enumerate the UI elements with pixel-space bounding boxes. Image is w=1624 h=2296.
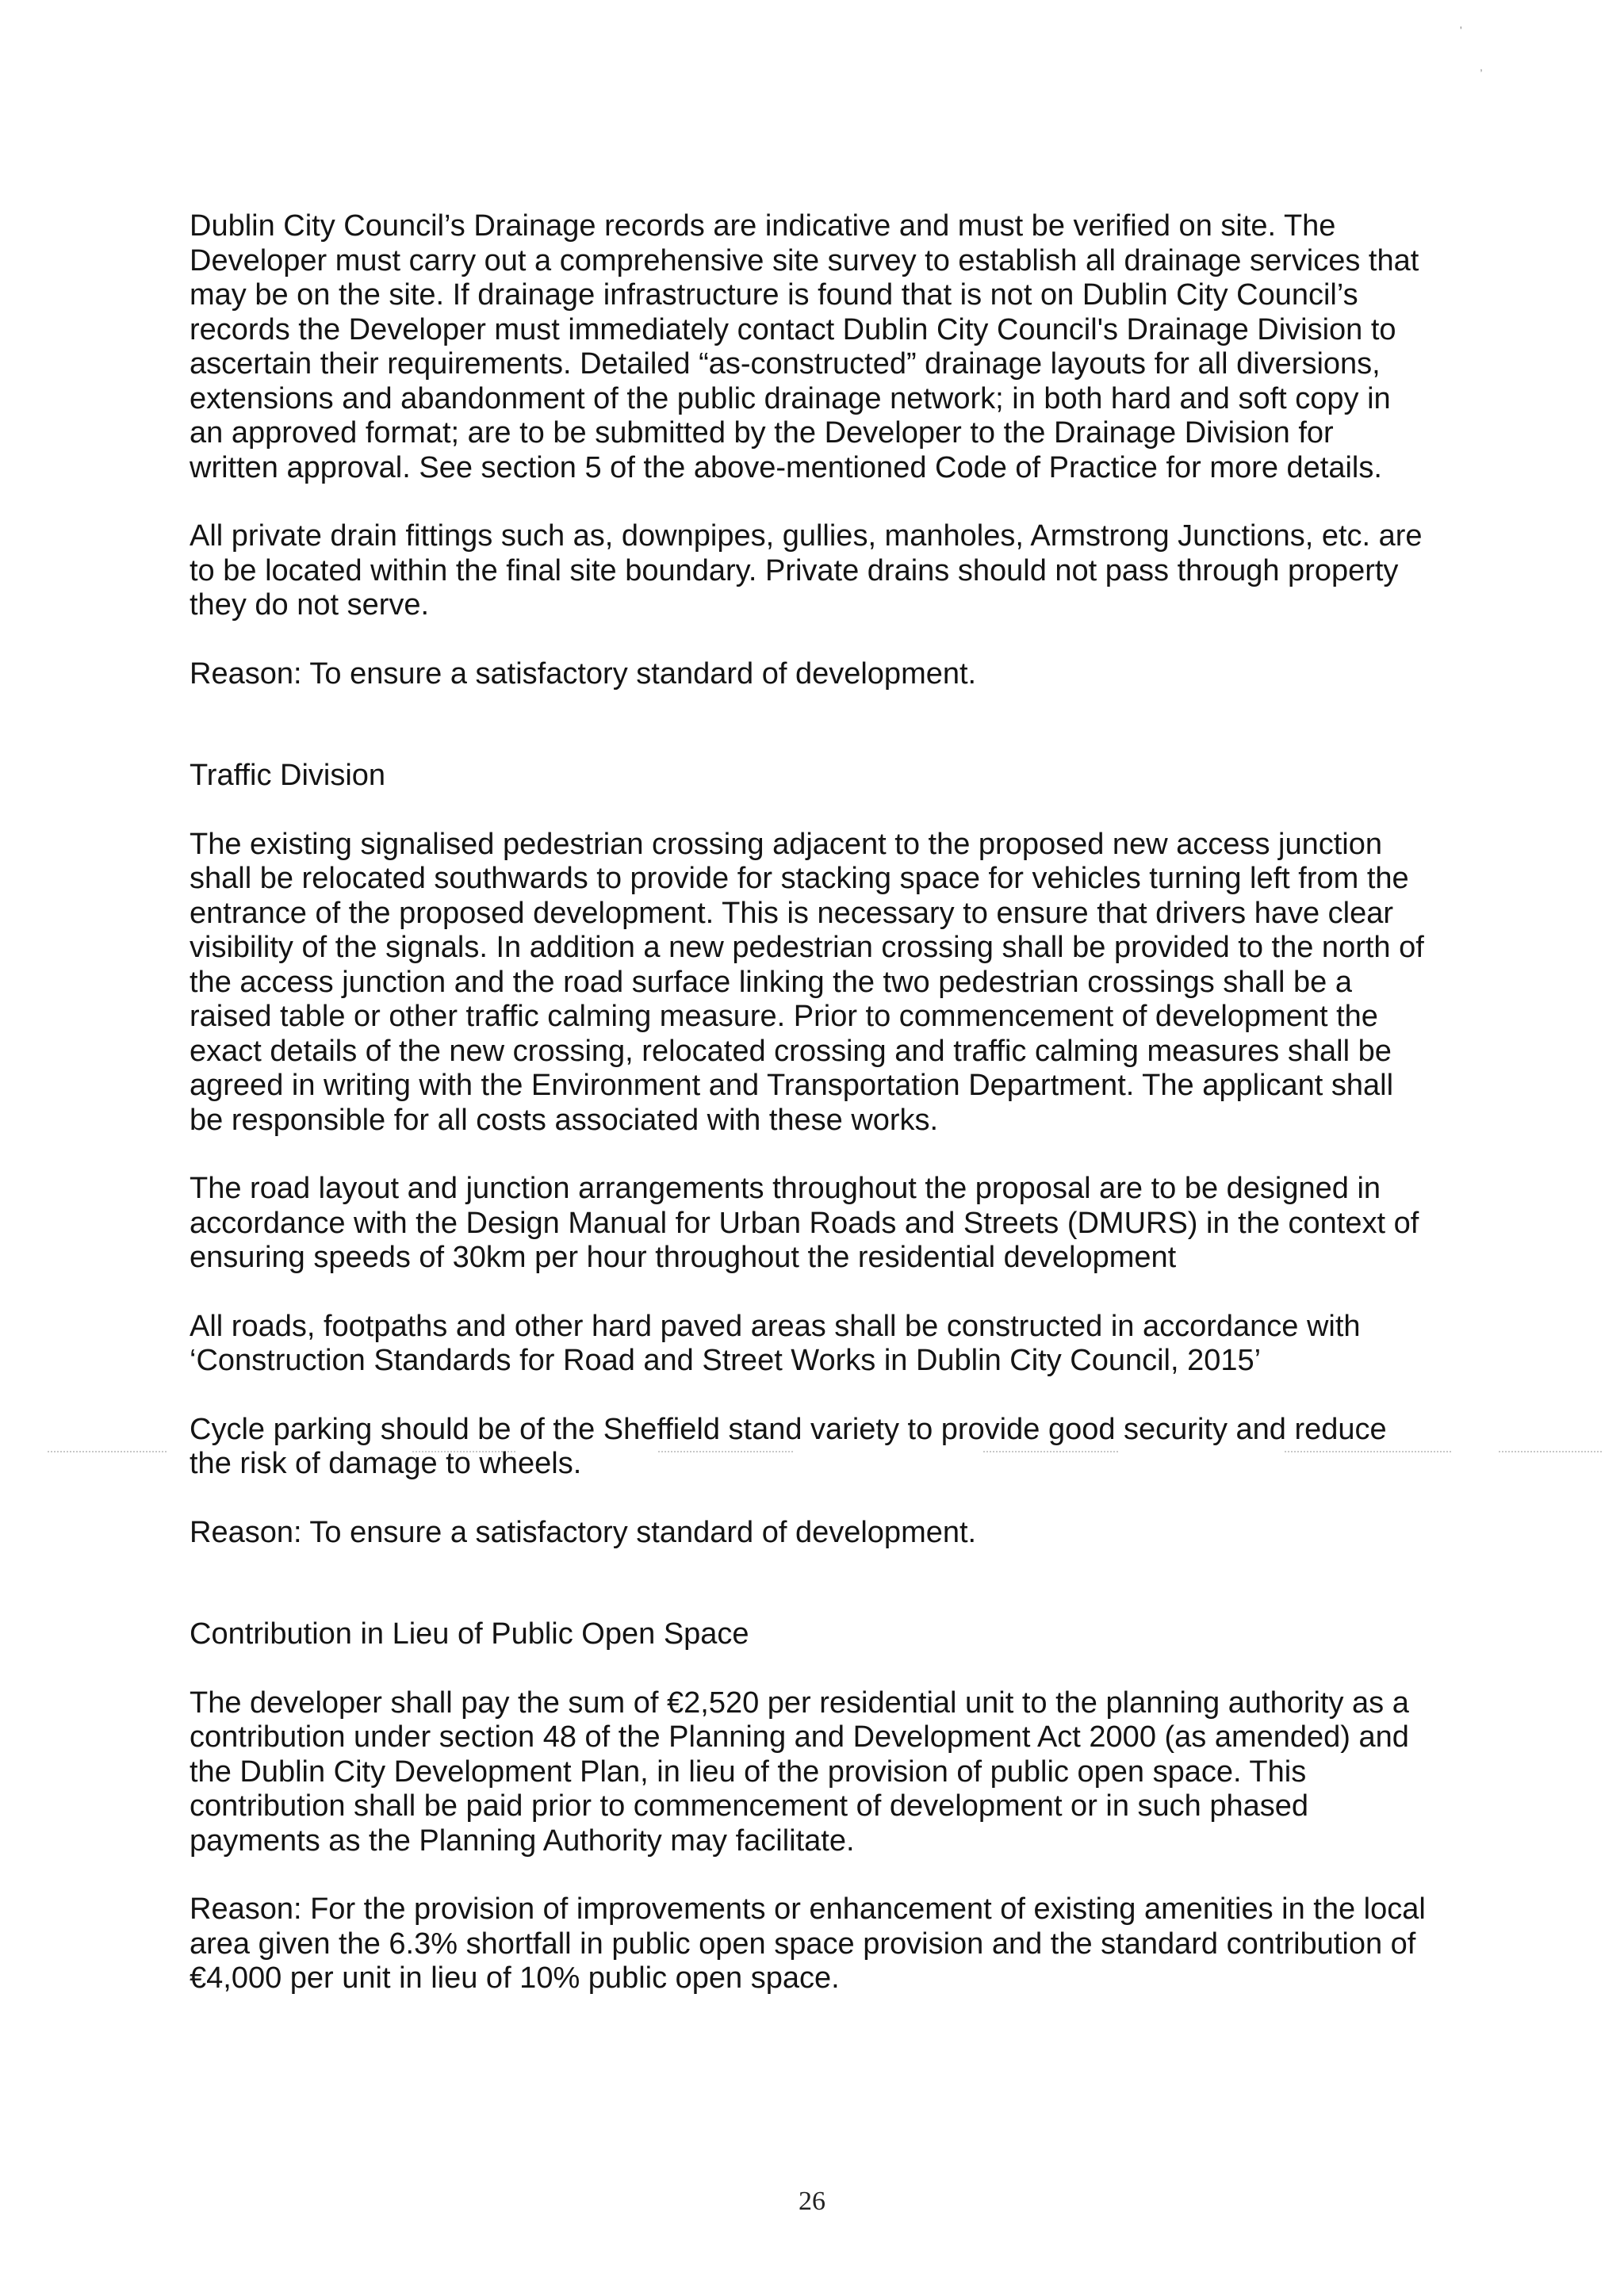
drainage-reason-paragraph: Reason: To ensure a satisfactory standard of development. [190, 656, 977, 691]
private-drain-paragraph: All private drain fittings such as, downpipes, gullies, manholes, Armstrong Junctions, etc. are to be located within the final site boundary. Private drains should not pass through property they do not serve. [190, 519, 1423, 622]
traffic-division-heading: Traffic Division [190, 759, 386, 792]
open-space-section [190, 1617, 1427, 1996]
open-space-heading: Contribution in Lieu of Public Open Space [190, 1617, 749, 1651]
scan-artifact-mark: ' [1460, 24, 1462, 36]
page-number: 26 [799, 2187, 825, 2216]
construction-standards-paragraph: All roads, footpaths and other hard paved areas shall be constructed in accordance with ‘Construction Standards for Road and Street Works in Dublin City Council, 2015’ [190, 1309, 1361, 1377]
scan-artifact-mark: , [1480, 60, 1483, 73]
section-spacer [190, 725, 1427, 759]
cycle-parking-paragraph: Cycle parking should be of the Sheffield stand variety to provide good security and reduce the risk of damage to wheels. [190, 1412, 1387, 1480]
drainage-records-paragraph: Dublin City Council’s Drainage records are indicative and must be verified on site. The Developer must carry out a comprehensive site survey to establish all drainage services that may be on the site. If drainage infrastructure is found that is not on Dublin City Council’s records the Developer must immediately contact Dublin City Council's Drainage Division to ascertain their requirements. Detailed “as-constructed” drainage layouts for all diversions, extensions and abandonment of the public drainage network; in both hard and soft copy in an approved format; are to be submitted by the Developer to the Drainage Division for written approval. See section 5 of the above-mentioned Code of Practice for more details. [190, 209, 1419, 484]
traffic-reason-paragraph: Reason: To ensure a satisfactory standard of development. [190, 1515, 977, 1549]
drainage-section [190, 209, 1427, 691]
document-body [190, 209, 1427, 2030]
contribution-paragraph: The developer shall pay the sum of €2,520 per residential unit to the planning authority as a contribution under section 48 of the Planning and Development Act 2000 (as amended) and the Dublin City Development Plan, in lieu of the provision of public open space. This contribution shall be paid prior to commencement of development or in such phased payments as the Planning Authority may facilitate. [190, 1686, 1409, 1858]
road-layout-paragraph: The road layout and junction arrangements throughout the proposal are to be designed in accordance with the Design Manual for Urban Roads and Streets (DMURS) in the context of ensuring speeds of 30km per hour throughout the residential development [190, 1172, 1419, 1274]
pedestrian-crossing-paragraph: The existing signalised pedestrian crossing adjacent to the proposed new access junction shall be relocated southwards to provide for stacking space for vehicles turning left from the entrance of the proposed development. This is necessary to ensure that drivers have clear visibility of the signals. In addition a new pedestrian crossing shall be provided to the north of the access junction and the road surface linking the two pedestrian crossings shall be a raised table or other traffic calming measure. Prior to commencement of development the exact details of the new crossing, relocated crossing and traffic calming measures shall be agreed in writing with the Environment and Transportation Department. The applicant shall be responsible for all costs associated with these works. [190, 827, 1424, 1137]
scan-artifact-line [1499, 1451, 1602, 1452]
scan-artifact-line [48, 1451, 167, 1452]
section-spacer [190, 1584, 1427, 1617]
open-space-reason-paragraph: Reason: For the provision of improvements or enhancement of existing amenities in the local area given the 6.3% shortfall in public open space provision and the standard contribution of €4,000 per unit in lieu of 10% public open space. [190, 1892, 1426, 1995]
traffic-section [190, 759, 1427, 1550]
